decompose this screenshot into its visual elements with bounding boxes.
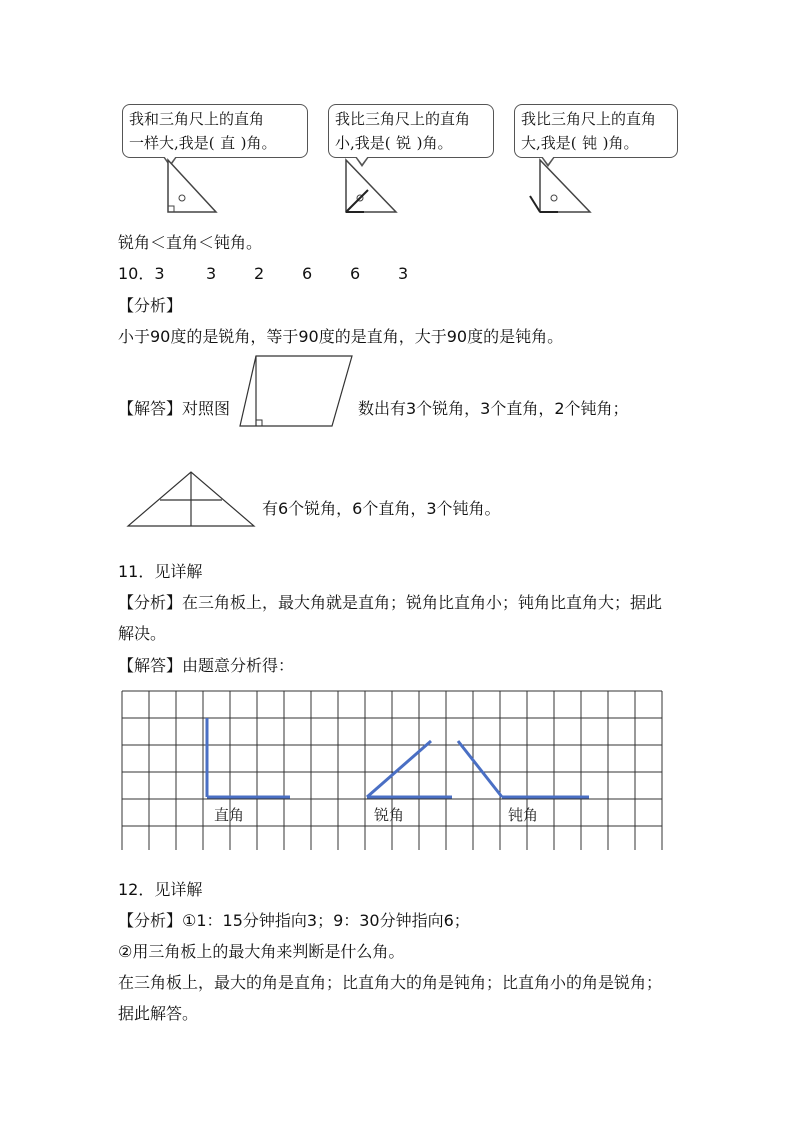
q11-analysis-line1: 【分析】在三角板上，最大角就是直角；锐角比直角小；钝角比直角大；据此 [118,593,663,612]
q10-answer-label: 【解答】对照图 [118,399,231,418]
bubble-text-line2: 小,我是( [335,134,391,152]
set-square-obtuse-angle [526,158,596,216]
bubble-text-line2: 一样大,我是( [129,134,215,152]
q10-answer-text2: 有6个锐角，6个直角，3个钝角。 [262,499,501,518]
q12-analysis-line3: 在三角板上，最大的角是直角；比直角大的角是钝角；比直角小的角是锐角； [118,973,663,992]
q10-answer-text1: 数出有3个锐角，3个直角，2个钝角； [358,399,629,418]
angle-order-line: 锐角＜直角＜钝角。 [118,233,263,252]
speech-bubble-right-angle: 我和三角尺上的直角 一样大,我是( 直 )角。 [122,104,308,158]
q11-number: 11．见详解 [118,562,203,581]
label-right-angle: 直角 [214,806,245,824]
q12-analysis-line4: 据此解答。 [118,1004,199,1023]
q11-answer-line: 【解答】由题意分析得： [118,656,295,675]
set-square-acute-angle [338,158,408,216]
q12-analysis-line2: ②用三角板上的最大角来判断是什么角。 [118,942,405,961]
bubble-text-line1: 我比三角尺上的直角 [335,110,471,128]
q12-analysis-line1: 【分析】①1：15分钟指向3；9：30分钟指向6； [118,911,470,930]
q12-number: 12．见详解 [118,880,203,899]
q10-analysis-label: 【分析】 [118,296,183,315]
bubble-text-line1: 我比三角尺上的直角 [521,110,657,128]
label-acute-angle: 锐角 [374,806,405,824]
parallelogram-figure [236,354,356,430]
bubble-text-line2: 大,我是( [521,134,577,152]
label-obtuse-angle: 钝角 [508,806,539,824]
bubble-answer: 锐 [396,134,412,152]
bubble-answer: 钝 [582,134,598,152]
q10-answer-row: 10．3 3 2 6 6 3 [118,264,409,283]
q11-analysis-line2: 解决。 [118,624,167,643]
obtuse-angle-ray-slanted [458,741,502,797]
bubble-answer: 直 [220,134,236,152]
speech-bubble-obtuse-angle: 我比三角尺上的直角 大,我是( 钝 )角。 [514,104,678,158]
set-square-right-angle [160,158,224,216]
acute-angle-ray-slanted [367,741,431,797]
angle-grid [120,690,666,850]
triangle-figure [124,468,258,530]
speech-bubble-acute-angle: 我比三角尺上的直角 小,我是( 锐 )角。 [328,104,494,158]
bubble-text-line1: 我和三角尺上的直角 [129,110,265,128]
q10-analysis-text: 小于90度的是锐角，等于90度的是直角，大于90度的是钝角。 [118,327,564,346]
q10-number: 10．3 [118,264,165,283]
